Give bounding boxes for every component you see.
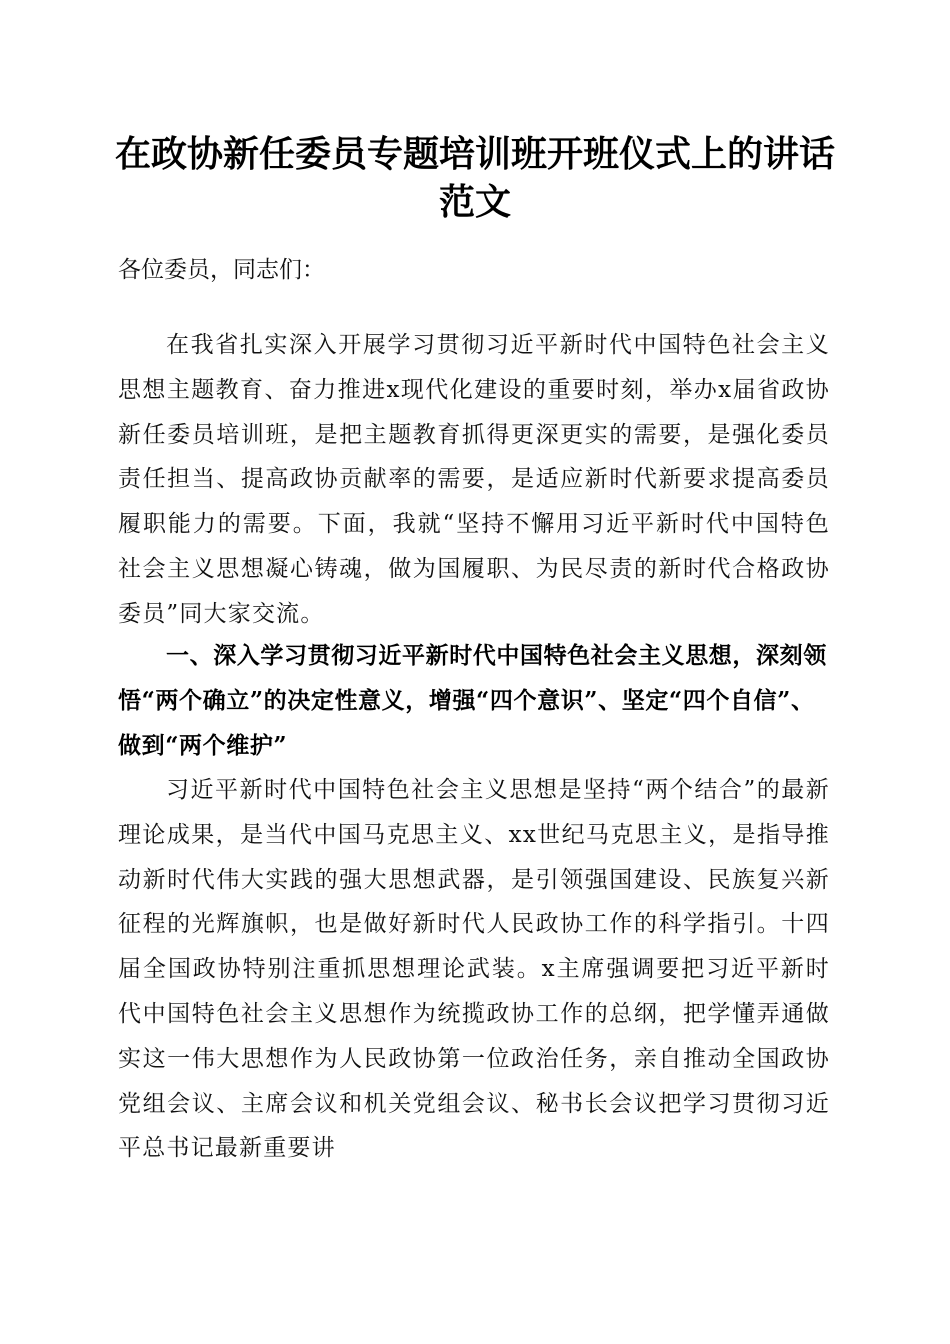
paragraph-intro: 在我省扎实深入开展学习贯彻习近平新时代中国特色社会主义思想主题教育、奋力推进x现代化建设的重要时刻，举办x届省政协新任委员培训班，是把主题教育抓得更深更实的需要，是强化委员责任担当、提高政协贡献率的需要，是适应新时代新要求提高委员履职能力的需要。下面，我就“坚持不懈用习近平新时代中国特色社会主义思想凝心铸魂，做为国履职、为民尽责的新时代合格政协委员”同大家交流。 bbox=[118, 332, 830, 627]
section-heading-1: 一、深入学习贯彻习近平新时代中国特色社会主义思想，深刻领悟“两个确立”的决定性意义，增强“四个意识”、坚定“四个自信”、做到“两个维护” bbox=[118, 642, 827, 759]
salutation: 各位委员，同志们： bbox=[118, 257, 325, 283]
document-title: 在政协新任委员专题培训班开班仪式上的讲话范文 bbox=[114, 133, 835, 223]
paragraph-section-1: 习近平新时代中国特色社会主义思想是坚持“两个结合”的最新理论成果，是当代中国马克思主义、xx世纪马克思主义，是指导推动新时代伟大实践的强大思想武器，是引领强国建设、民族复兴新征程的光辉旗帜，也是做好新时代人民政协工作的科学指引。十四届全国政协特别注重抓思想理论武装。x主席强调要把习近平新时代中国特色社会主义思想作为统揽政协工作的总纲，把学懂弄通做实这一伟大思想作为人民政协第一位政治任务，亲自推动全国政协党组会议、主席会议和机关党组会议、秘书长会议把学习贯彻习近平总书记最新重要讲 bbox=[118, 777, 830, 1162]
